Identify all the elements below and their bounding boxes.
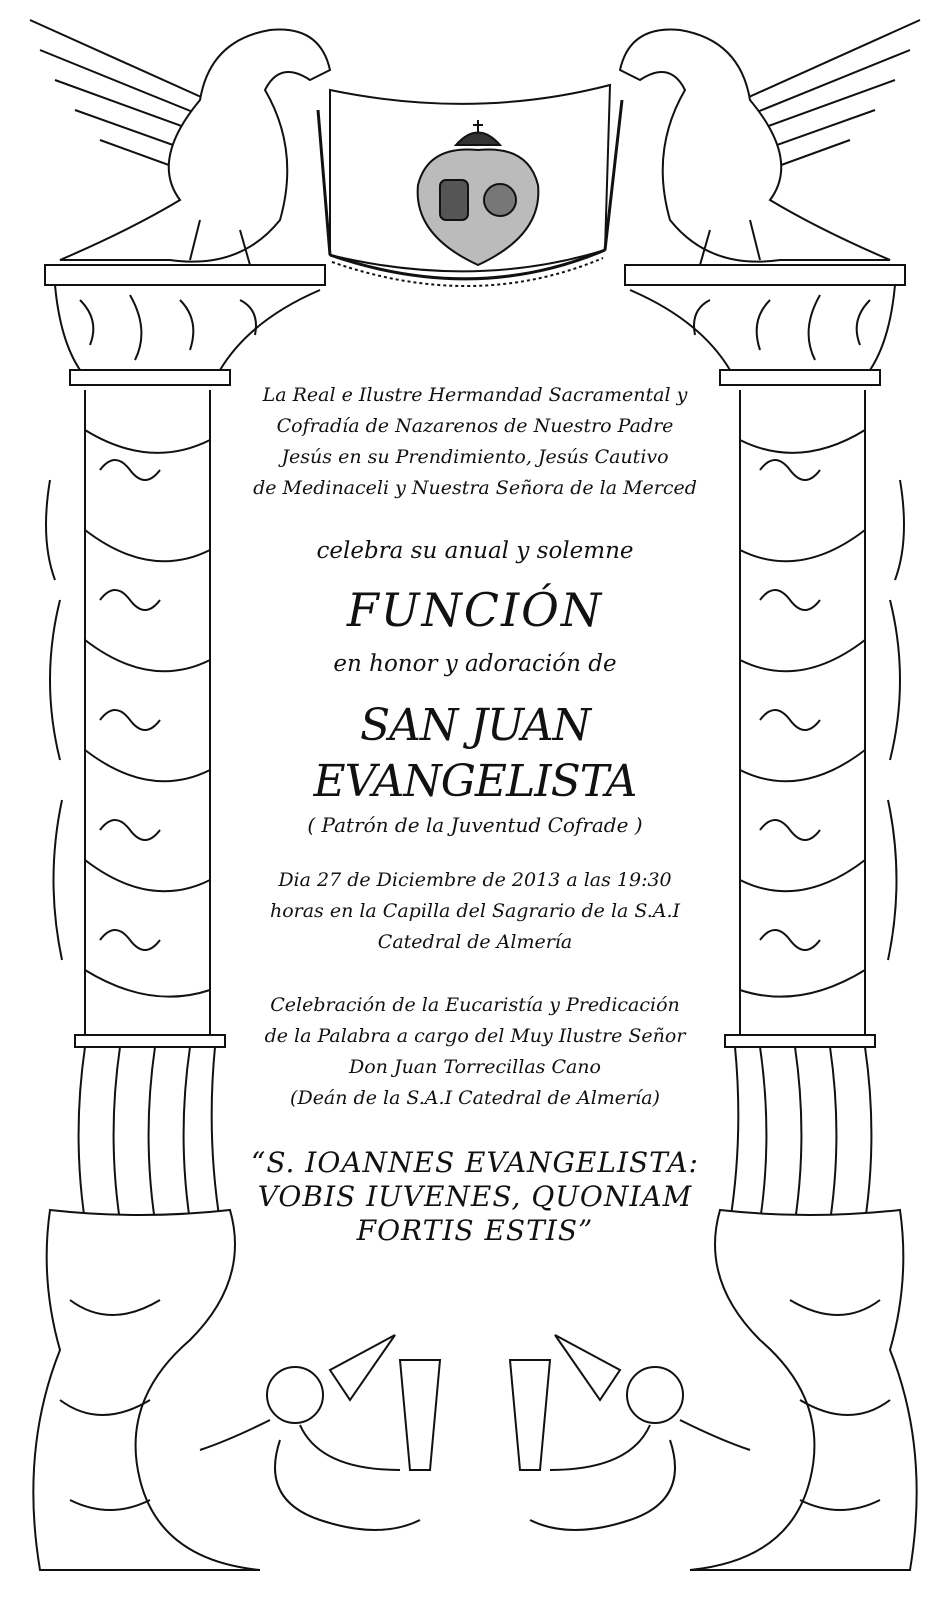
celebration-line: de la Palabra a cargo del Muy Ilustre Señor [264, 1025, 686, 1047]
latin-quote-line: VOBIS IUVENES, QUONIAM [257, 1180, 693, 1213]
pelican-left-icon [30, 20, 330, 265]
brotherhood-line: Jesús en su Prendimiento, Jesús Cautivo [281, 446, 669, 468]
saint-title: SAN JUAN EVANGELISTA [313, 700, 637, 807]
brotherhood-line: Cofradía de Nazarenos de Nuestro Padre [276, 415, 674, 437]
brotherhood-line: La Real e Ilustre Hermandad Sacramental y [262, 384, 688, 406]
capital-right [625, 265, 905, 385]
date-line: Catedral de Almería [377, 931, 573, 953]
pelican-right-icon [620, 20, 920, 265]
capital-left [45, 265, 325, 385]
patron-line: ( Patrón de la Juventud Cofrade ) [307, 813, 643, 837]
invitation-text [215, 380, 735, 1248]
latin-quote-line: “S. IOANNES EVANGELISTA: [251, 1146, 699, 1179]
date-line: Dia 27 de Diciembre de 2013 a las 19:30 [278, 869, 672, 891]
cherub-right-icon [510, 1335, 750, 1530]
honor-line: en honor y adoración de [333, 651, 617, 677]
column-right [725, 390, 904, 1250]
funcion-title: FUNCIÓN [346, 583, 604, 637]
celebration-line: Don Juan Torrecillas Cano [349, 1056, 601, 1078]
celebration-line: (Deán de la S.A.I Catedral de Almería) [290, 1087, 660, 1109]
scroll-right [690, 1210, 917, 1570]
date-line: horas en la Capilla del Sagrario de la S.A.I [269, 900, 681, 922]
latin-quote-line: FORTIS ESTIS” [356, 1214, 594, 1247]
brotherhood-line: de Medinaceli y Nuestra Señora de la Merced [253, 477, 697, 499]
celebration-line: Celebración de la Eucaristía y Predicación [270, 994, 680, 1016]
scroll-left [33, 1210, 260, 1570]
cherub-left-icon [200, 1335, 440, 1530]
celebrates-line: celebra su anual y solemne [316, 538, 634, 564]
column-left [46, 390, 225, 1250]
